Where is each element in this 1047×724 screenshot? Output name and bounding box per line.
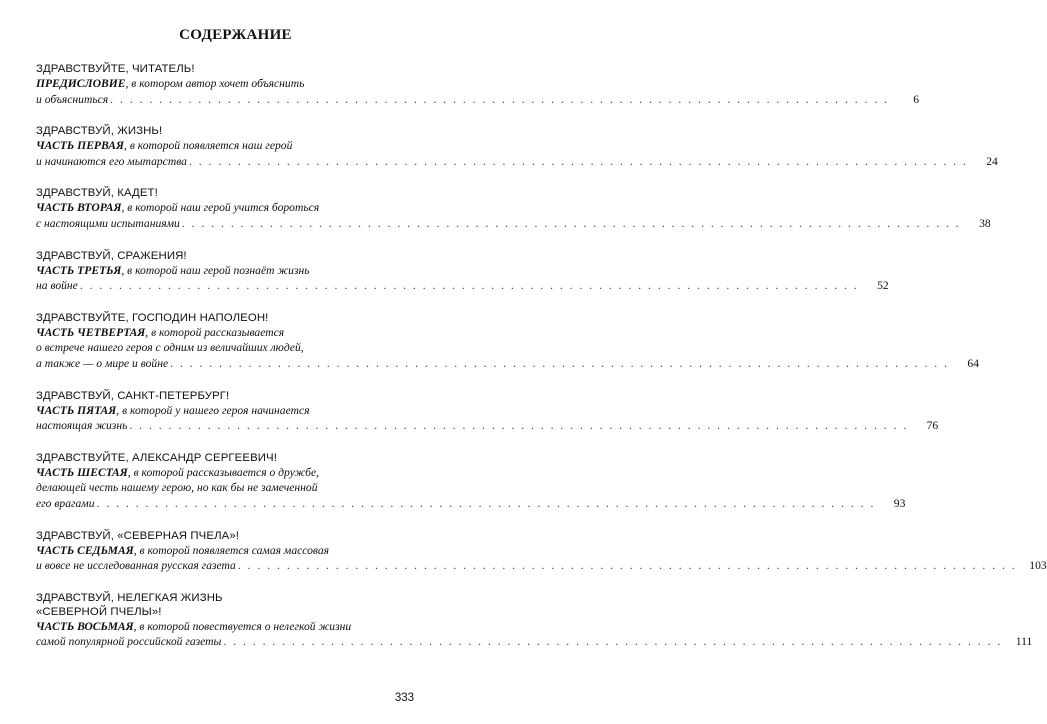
toc-entry-description [36, 263, 889, 294]
toc-description-line: на войне [36, 279, 78, 293]
toc-part-label: ПРЕДИСЛОВИЕ [36, 77, 126, 90]
toc-entry-description [36, 543, 1047, 574]
toc-entry-description [36, 200, 991, 231]
toc-entry[interactable] [36, 186, 991, 231]
toc-description-line: и объясниться [36, 92, 109, 106]
toc-description-line: , в которой наш герой учится бороться [121, 201, 320, 215]
toc-description-line: , в которой повествуется о нелегкой жизни [133, 619, 352, 633]
toc-part-label: ЧАСТЬ ШЕСТАЯ [36, 465, 128, 479]
toc-page-number: 93 [893, 496, 906, 510]
toc-entry[interactable] [36, 591, 1033, 650]
toc-part-label: ЧАСТЬ ЧЕТВЕРТАЯ [36, 325, 146, 339]
toc-description-line: , в которой рассказывается о дружбе, [127, 465, 320, 479]
toc-entry-heading: ЗДРАВСТВУЙ, ЖИЗНЬ! [36, 125, 163, 138]
toc-page-number: 76 [926, 419, 939, 433]
toc-entry[interactable] [36, 124, 998, 169]
toc-page-number: 52 [877, 279, 889, 293]
toc-page-number: 38 [979, 216, 991, 230]
toc-page-number: 64 [967, 356, 979, 370]
toc-entry-description [36, 403, 939, 434]
toc-entry-heading: ЗДРАВСТВУЙ, НЕЛЕГКАЯ ЖИЗНЬ [36, 591, 223, 604]
toc-part-label: ЧАСТЬ ТРЕТЬЯ [36, 263, 122, 277]
dot-leader: . . . . . . . . . . . . . . . . . . . . . . . . . . . . . . . . . . . . . . . . . . . . . . . . . . . . . . . . . . . . . . . . . . . . . . . . . . . . . . . . [237, 559, 1017, 573]
toc-description-line: и вовсе не исследованная русская газета [36, 559, 236, 573]
toc-part-label: ЧАСТЬ СЕДЬМАЯ [36, 543, 134, 557]
toc-entry-heading: ЗДРАВСТВУЙТЕ, ГОСПОДИН НАПОЛЕОН! [36, 311, 269, 324]
toc-description-line: , в которой рассказывается [145, 325, 285, 339]
toc-description-line: , в которой у нашего героя начинается [116, 403, 310, 417]
toc-entry-heading: ЗДРАВСТВУЙ, КАДЕТ! [36, 187, 158, 200]
toc-description-line: , в которой наш герой познаёт жизнь [121, 263, 310, 277]
toc-description-line: его врагами [36, 496, 95, 510]
table-of-contents [36, 62, 1047, 667]
dot-leader: . . . . . . . . . . . . . . . . . . . . . . . . . . . . . . . . . . . . . . . . . . . . . . . . . . . . . . . . . . . . . . . . . . . . . . . . . . . . . . . . [170, 356, 949, 370]
toc-entry-heading: ЗДРАВСТВУЙ, «СЕВЕРНАЯ ПЧЕЛА»! [36, 529, 240, 542]
toc-part-label: ЧАСТЬ ВОСЬМАЯ [36, 619, 134, 633]
toc-part-label: ЧАСТЬ ВТОРАЯ [36, 201, 122, 215]
toc-entry[interactable] [36, 311, 979, 372]
toc-entry[interactable] [36, 529, 1047, 574]
dot-leader: . . . . . . . . . . . . . . . . . . . . . . . . . . . . . . . . . . . . . . . . . . . . . . . . . . . . . . . . . . . . . . . . . . . . . . . . . . . . . . . . [110, 92, 890, 106]
toc-entry-heading: ЗДРАВСТВУЙ, САНКТ-ПЕТЕРБУРГ! [36, 389, 230, 402]
toc-page-number: 103 [1029, 559, 1047, 573]
toc-entry-description [36, 619, 1033, 650]
toc-description-line: , в которой появляется самая массовая [133, 543, 330, 557]
toc-entry[interactable] [36, 389, 939, 434]
toc-page-number: 24 [986, 154, 998, 168]
toc-description-line: и начинаются его мытарства [36, 154, 187, 168]
toc-entry-description [36, 138, 998, 169]
toc-description-line: о встрече нашего героя с одним из величайших людей, [36, 341, 304, 355]
toc-entry-heading: ЗДРАВСТВУЙТЕ, ЧИТАТЕЛЬ! [36, 63, 195, 75]
toc-page-number: 111 [1015, 635, 1033, 649]
toc-description-line: , в которой появляется наш герой [124, 139, 293, 153]
toc-description-line: , в котором автор хочет объяснить [125, 77, 305, 90]
toc-entry[interactable] [36, 62, 920, 107]
toc-entry-description [36, 76, 920, 107]
dot-leader: . . . . . . . . . . . . . . . . . . . . . . . . . . . . . . . . . . . . . . . . . . . . . . . . . . . . . . . . . . . . . . . . . . . . . . . . . . . . . . . . [79, 279, 859, 293]
toc-part-label: ЧАСТЬ ПЯТАЯ [36, 403, 117, 417]
toc-description-line: с настоящими испытаниями [36, 216, 180, 230]
toc-page-number: 6 [913, 92, 920, 106]
page-number: 333 [394, 692, 414, 704]
toc-entry[interactable] [36, 451, 906, 512]
toc-entry-description [36, 465, 906, 512]
toc-entry-heading: ЗДРАВСТВУЙТЕ, АЛЕКСАНДР СЕРГЕЕВИЧ! [36, 451, 278, 464]
dot-leader: . . . . . . . . . . . . . . . . . . . . . . . . . . . . . . . . . . . . . . . . . . . . . . . . . . . . . . . . . . . . . . . . . . . . . . . . . . . . . . . . [188, 154, 968, 168]
dot-leader: . . . . . . . . . . . . . . . . . . . . . . . . . . . . . . . . . . . . . . . . . . . . . . . . . . . . . . . . . . . . . . . . . . . . . . . . . . . . . . . . [96, 496, 876, 510]
toc-entry-heading: ЗДРАВСТВУЙ, СРАЖЕНИЯ! [36, 249, 187, 262]
dot-leader: . . . . . . . . . . . . . . . . . . . . . . . . . . . . . . . . . . . . . . . . . . . . . . . . . . . . . . . . . . . . . . . . . . . . . . . . . . . . . . . . [181, 216, 961, 230]
toc-entry[interactable] [36, 249, 889, 294]
toc-entry-description [36, 325, 979, 372]
toc-description-line: настоящая жизнь [36, 419, 128, 433]
toc-part-label: ЧАСТЬ ПЕРВАЯ [36, 139, 125, 153]
toc-entry-heading: «СЕВЕРНОЙ ПЧЕЛЫ»! [36, 605, 162, 618]
toc-description-line: делающей честь нашему герою, но как бы не замеченной [36, 481, 318, 495]
toc-description-line: самой популярной российской газеты [36, 635, 222, 649]
page-title: СОДЕРЖАНИЕ [179, 27, 292, 43]
toc-description-line: а также — о мире и войне [36, 356, 169, 370]
dot-leader: . . . . . . . . . . . . . . . . . . . . . . . . . . . . . . . . . . . . . . . . . . . . . . . . . . . . . . . . . . . . . . . . . . . . . . . . . . . . . . . . [223, 635, 1003, 649]
dot-leader: . . . . . . . . . . . . . . . . . . . . . . . . . . . . . . . . . . . . . . . . . . . . . . . . . . . . . . . . . . . . . . . . . . . . . . . . . . . . . . . . [129, 419, 909, 433]
